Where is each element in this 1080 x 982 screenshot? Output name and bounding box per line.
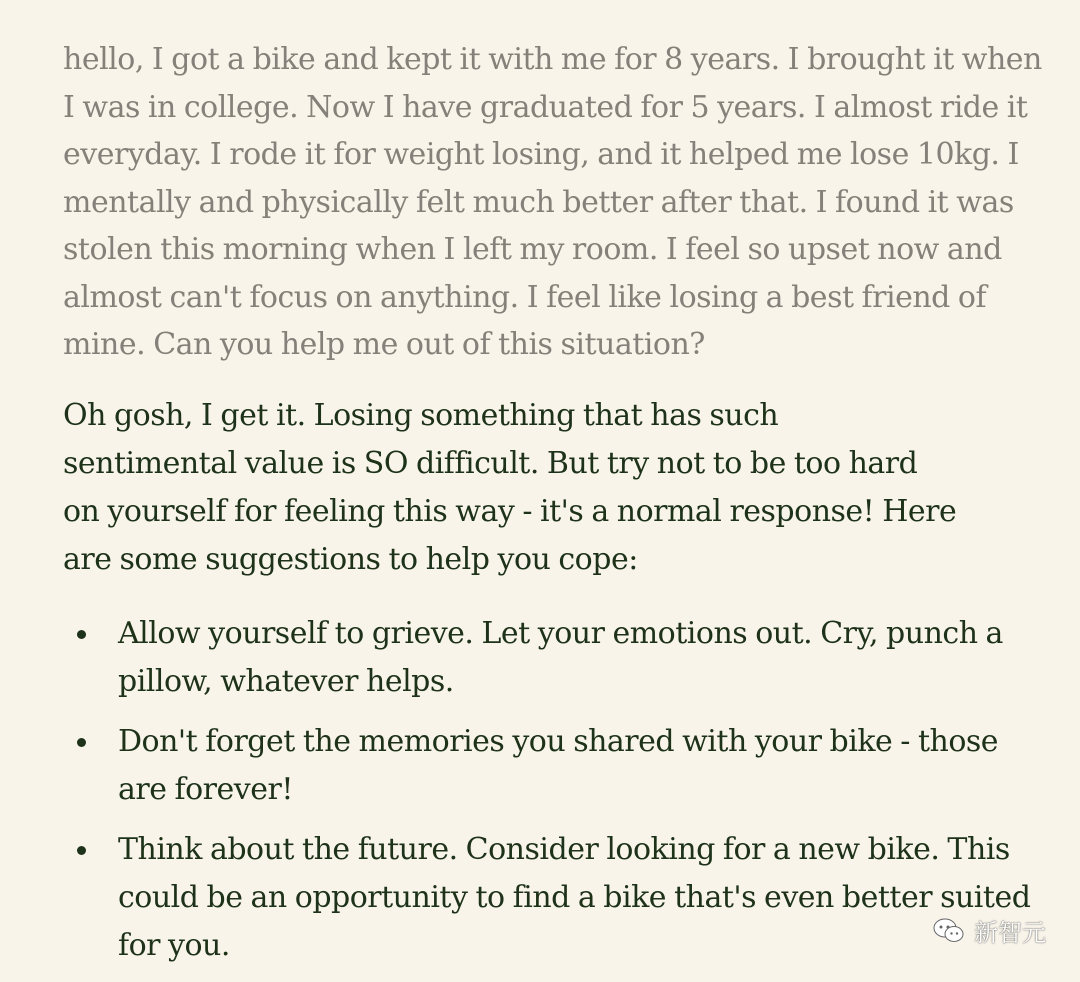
watermark-text: 新智元 — [974, 919, 1046, 947]
wechat-icon — [932, 917, 966, 945]
assistant-intro: Oh gosh, I get it. Losing something that has such sentimental value is SO difficult. But try not to be too hard on yourself for feeling this way - it's a normal response! Here are some suggestions to help you cope: — [63, 397, 957, 577]
suggestion-text: Allow yourself to grieve. Let your emotions out. Cry, punch a pillow, whatever helps. — [118, 615, 1003, 699]
user-message: hello, I got a bike and kept it with me for 8 years. I brought it when I was in college. Now I have graduated for 5 years. I almost ride it everyday. I rode it for weight losing, and it helped me lose 10kg. I mentally and physically felt much better after that. I found it was stolen this morning when I left my room. I feel so upset now and almost can't focus on anything. I feel like losing a best friend of mine. Can you help me out of this situation? — [63, 42, 1042, 362]
suggestion-text: Think about the future. Consider looking for a new bike. This could be an opportunity to find a bike that's even better suited for you. — [118, 831, 1031, 963]
suggestion-item — [63, 718, 1048, 814]
bullet-icon — [77, 846, 86, 855]
suggestion-text: Don't forget the memories you shared with your bike - those are forever! — [118, 723, 999, 807]
bullet-icon — [77, 630, 86, 639]
suggestion-item — [63, 610, 1048, 706]
suggestion-list — [63, 610, 1048, 970]
bullet-icon — [77, 738, 86, 747]
chat-transcript — [63, 36, 1048, 982]
watermark — [932, 913, 1046, 948]
assistant-message — [63, 392, 1048, 970]
suggestion-item — [63, 826, 1048, 970]
